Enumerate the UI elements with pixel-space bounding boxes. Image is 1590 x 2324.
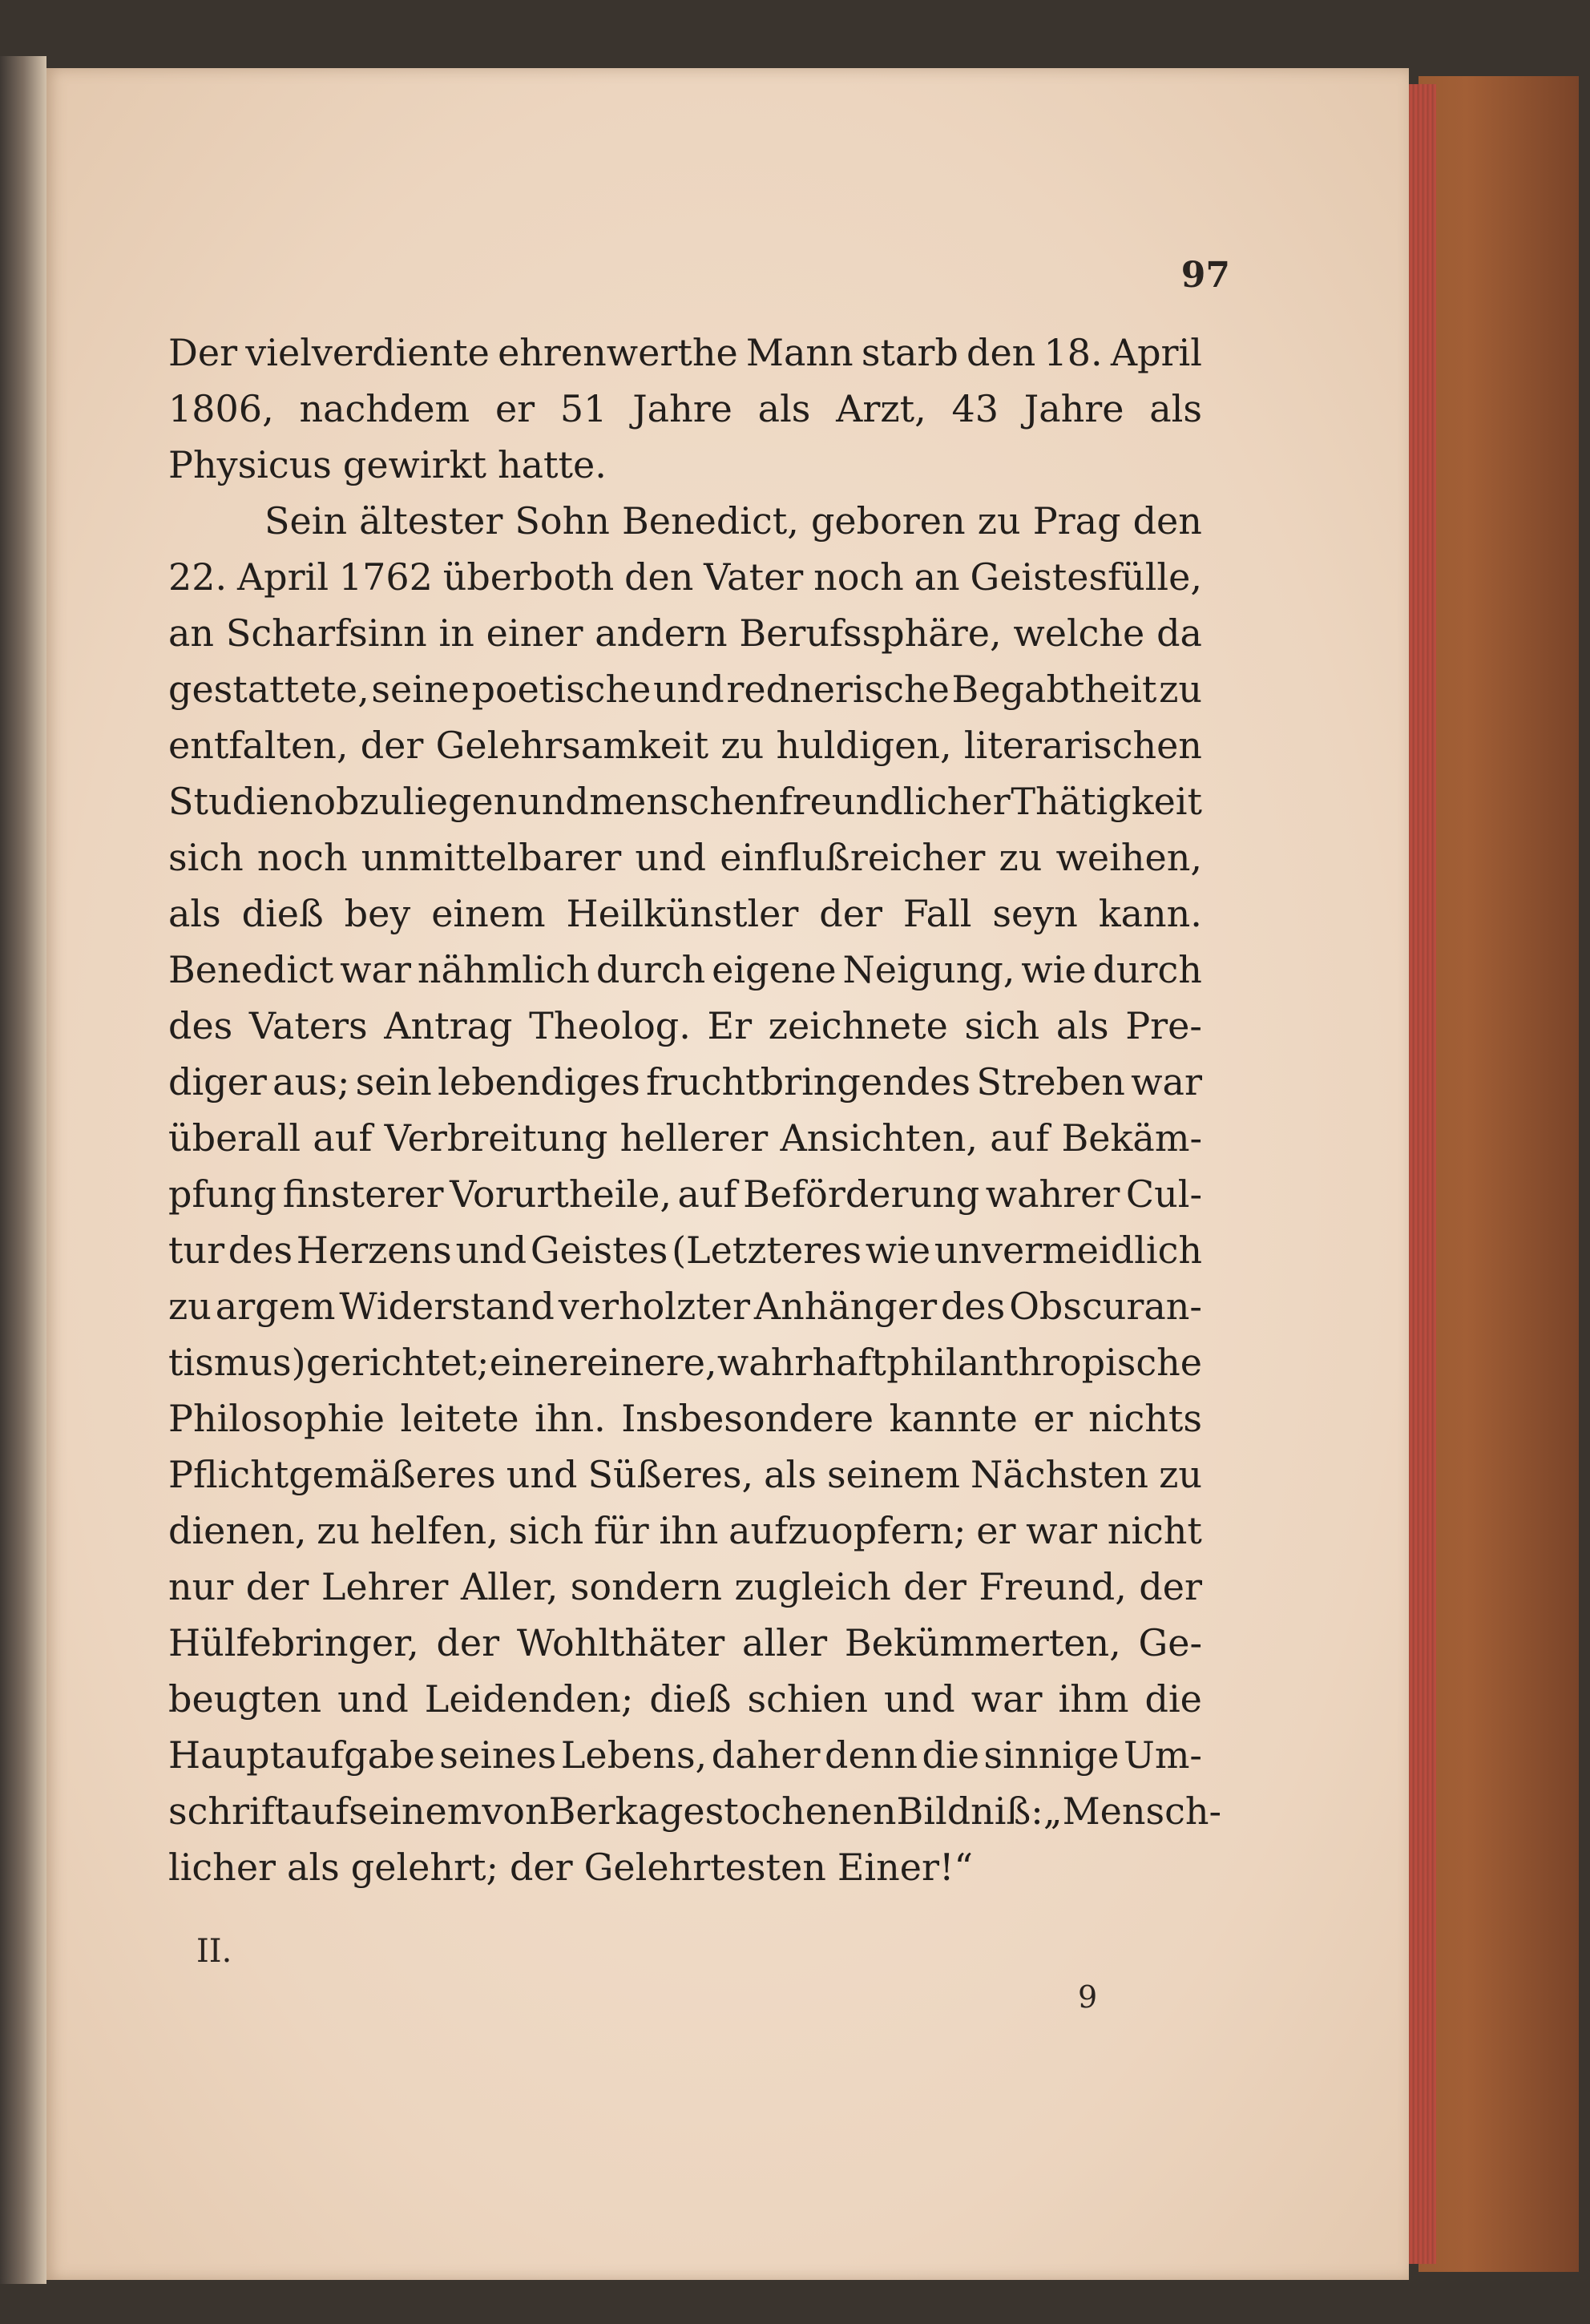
- text-word: Ansichten,: [780, 1116, 979, 1160]
- text-word: er: [494, 387, 535, 430]
- text-word: nachdem: [299, 387, 470, 430]
- text-line: [168, 1278, 1202, 1334]
- text-word: gerichtet;: [305, 1341, 490, 1384]
- text-word: Pflichtgemäßeres: [168, 1453, 496, 1496]
- text-word: Geistes: [530, 1229, 668, 1272]
- text-word: dieß: [649, 1677, 732, 1721]
- text-line: [168, 1727, 1202, 1783]
- text-word: an: [914, 555, 960, 599]
- text-word: seines: [439, 1733, 557, 1777]
- text-word: war: [340, 948, 411, 991]
- text-word: Verbreitung: [384, 1116, 608, 1160]
- text-line: [168, 1839, 1202, 1895]
- text-word: und: [506, 1453, 578, 1496]
- text-line: [168, 437, 1202, 493]
- page-stack-edge: [1404, 84, 1436, 2264]
- text-word: Streben: [976, 1060, 1125, 1103]
- text-word: Jahre: [632, 387, 732, 430]
- text-word: licher: [168, 1846, 276, 1889]
- text-word: Fall: [902, 892, 972, 935]
- text-word: sondern: [570, 1565, 722, 1608]
- text-word: Obscuran-: [1009, 1285, 1202, 1328]
- text-word: dienen,: [168, 1509, 307, 1552]
- text-word: unmittelbarer: [361, 836, 622, 879]
- signature-mark: II.: [196, 1933, 232, 1970]
- text-word: obzuliegen: [313, 780, 518, 823]
- text-line: [168, 1390, 1202, 1446]
- text-word: tismus): [168, 1341, 306, 1384]
- text-word: einflußreicher: [720, 836, 986, 879]
- text-word: überboth: [442, 555, 615, 599]
- text-word: des: [168, 1004, 233, 1047]
- text-word: eine: [489, 1341, 569, 1384]
- text-word: poetische: [471, 668, 652, 711]
- text-word: Vorurtheile,: [450, 1172, 672, 1216]
- text-word: Vaters: [248, 1004, 368, 1047]
- text-word: Bekümmerten,: [844, 1621, 1121, 1664]
- book-cover-edge: [1418, 76, 1579, 2272]
- text-word: zu: [720, 724, 765, 767]
- text-word: Sohn: [515, 499, 610, 543]
- text-word: auf: [990, 1116, 1050, 1160]
- text-word: schien: [747, 1677, 869, 1721]
- text-word: Neigung,: [842, 948, 1015, 991]
- text-word: tur: [168, 1229, 225, 1272]
- text-word: April: [1110, 331, 1202, 374]
- text-word: ihm: [1058, 1677, 1129, 1721]
- text-word: einer: [486, 611, 583, 655]
- text-word: kannte: [889, 1397, 1018, 1440]
- text-word: Herzens: [296, 1229, 452, 1272]
- text-word: pfung: [168, 1172, 277, 1216]
- text-word: auf: [289, 1789, 349, 1833]
- text-word: Arzt,: [836, 387, 926, 430]
- text-word: reinere,: [568, 1341, 717, 1384]
- text-line: [168, 1222, 1202, 1278]
- text-line: [168, 886, 1202, 942]
- text-word: Berka: [548, 1789, 660, 1833]
- text-word: des: [228, 1229, 293, 1272]
- sheet-number: 9: [1078, 1979, 1098, 2015]
- text-word: Der: [168, 331, 238, 374]
- text-word: von: [482, 1789, 549, 1833]
- text-word: da: [1156, 611, 1202, 655]
- text-word: fruchtbringendes: [646, 1060, 971, 1103]
- text-word: Jahre: [1023, 387, 1124, 430]
- text-word: Vater: [704, 555, 804, 599]
- text-word: 18.: [1043, 331, 1103, 374]
- text-word: durch: [595, 948, 706, 991]
- text-word: zu: [1159, 1453, 1202, 1496]
- text-word: finsterer: [282, 1172, 444, 1216]
- text-word: für: [594, 1509, 649, 1552]
- text-word: Hauptaufgabe: [168, 1733, 435, 1777]
- text-word: zu: [999, 836, 1043, 879]
- text-word: als: [764, 1453, 817, 1496]
- text-word: sich: [964, 1004, 1040, 1047]
- text-word: Um-: [1124, 1733, 1202, 1777]
- text-line: [168, 773, 1202, 829]
- text-word: und: [455, 1229, 527, 1272]
- text-word: zu: [977, 499, 1021, 543]
- text-line: [168, 717, 1202, 773]
- text-word: zu: [168, 1285, 212, 1328]
- text-word: 1806,: [168, 387, 274, 430]
- text-word: der: [245, 1565, 309, 1608]
- text-line: [168, 381, 1202, 437]
- text-word: geboren: [810, 499, 966, 543]
- text-word: der: [360, 724, 424, 767]
- text-word: gestattete,: [168, 668, 369, 711]
- text-word: (Letzteres: [672, 1229, 862, 1272]
- text-word: sein: [355, 1060, 432, 1103]
- text-word: 43: [951, 387, 999, 430]
- text-word: lebendiges: [438, 1060, 640, 1103]
- text-word: Bekäm-: [1061, 1116, 1202, 1160]
- text-word: 1762: [338, 555, 433, 599]
- text-word: und: [337, 1677, 409, 1721]
- text-word: Begabtheit: [951, 668, 1157, 711]
- text-word: Ge-: [1138, 1621, 1202, 1664]
- text-word: seyn: [992, 892, 1078, 935]
- text-word: Thätigkeit: [1011, 780, 1202, 823]
- text-word: Bildniß:: [896, 1789, 1043, 1833]
- text-word: den: [967, 331, 1036, 374]
- text-word: Heilkünstler: [566, 892, 799, 935]
- text-word: an: [168, 611, 215, 655]
- text-word: Anhänger: [753, 1285, 938, 1328]
- text-word: literarischen: [963, 724, 1202, 767]
- text-word: aller: [742, 1621, 828, 1664]
- text-word: den: [1132, 499, 1202, 543]
- text-word: wie: [1021, 948, 1087, 991]
- text-word: zugleich: [734, 1565, 891, 1608]
- text-word: leitete: [400, 1397, 519, 1440]
- text-word: Benedict,: [621, 499, 799, 543]
- text-word: Widerstand: [339, 1285, 555, 1328]
- text-word: kann.: [1098, 892, 1202, 935]
- text-word: ihn: [659, 1509, 719, 1552]
- text-word: seine: [371, 668, 470, 711]
- text-word: Hülfebringer,: [168, 1621, 419, 1664]
- text-word: und: [517, 780, 589, 823]
- text-word: Geistesfülle,: [970, 555, 1202, 599]
- text-line: [168, 1615, 1202, 1671]
- text-word: sich: [508, 1509, 584, 1552]
- text-word: vielverdiente: [245, 331, 490, 374]
- text-word: Cul-: [1125, 1172, 1202, 1216]
- text-word: daher: [711, 1733, 821, 1777]
- text-word: Berufssphäre,: [739, 611, 1002, 655]
- text-word: zu: [317, 1509, 361, 1552]
- text-word: Benedict: [168, 948, 334, 991]
- page-number: 97: [1180, 255, 1230, 296]
- text-line: [168, 1334, 1202, 1390]
- text-word: zeichnete: [768, 1004, 948, 1047]
- text-word: 22.: [168, 555, 228, 599]
- text-word: er: [976, 1509, 1016, 1552]
- text-word: Insbesondere: [621, 1397, 874, 1440]
- text-word: helfen,: [369, 1509, 498, 1552]
- text-word: die: [922, 1733, 979, 1777]
- text-word: und: [635, 836, 707, 879]
- text-word: überall: [168, 1116, 301, 1160]
- text-word: Pre-: [1125, 1004, 1202, 1047]
- text-line: [168, 998, 1202, 1054]
- text-word: denn: [825, 1733, 918, 1777]
- text-line: [168, 1783, 1222, 1839]
- text-line: [168, 605, 1202, 661]
- text-word: noch: [813, 555, 904, 599]
- text-line: [168, 549, 1202, 605]
- text-word: er: [1033, 1397, 1073, 1440]
- text-word: welche: [1013, 611, 1145, 655]
- text-word: Er: [707, 1004, 753, 1047]
- text-word: noch: [256, 836, 348, 879]
- text-word: sich: [168, 836, 244, 879]
- text-word: als: [1055, 1004, 1109, 1047]
- text-line: [168, 942, 1202, 998]
- text-line: [168, 1671, 1202, 1727]
- facing-page-edge: [0, 56, 46, 2284]
- text-line: [168, 829, 1202, 886]
- text-word: zu: [1159, 668, 1202, 711]
- text-word: nicht: [1107, 1509, 1202, 1552]
- text-word: Einer!“: [837, 1846, 973, 1889]
- text-word: eigene: [712, 948, 837, 991]
- text-word: sinnige: [983, 1733, 1120, 1777]
- text-word: der: [509, 1846, 573, 1889]
- text-word: seinem: [349, 1789, 482, 1833]
- text-word: verholzter: [558, 1285, 750, 1328]
- text-word: diger: [168, 1060, 267, 1103]
- text-word: Gelehrtesten: [583, 1846, 826, 1889]
- text-line: [168, 661, 1202, 717]
- text-line: [168, 1559, 1202, 1615]
- text-word: andern: [595, 611, 728, 655]
- text-word: 51: [559, 387, 607, 430]
- text-word: hatte.: [498, 443, 607, 486]
- text-word: unvermeidlich: [934, 1229, 1202, 1272]
- text-word: als: [168, 892, 221, 935]
- text-word: menschenfreundlicher: [589, 780, 1011, 823]
- text-word: Nächsten: [971, 1453, 1149, 1496]
- text-word: der: [819, 892, 882, 935]
- text-word: argem: [215, 1285, 336, 1328]
- text-word: dieß: [241, 892, 324, 935]
- text-word: Wohlthäter: [516, 1621, 725, 1664]
- text-line: [168, 1503, 1202, 1559]
- text-word: Mann: [745, 331, 854, 374]
- text-word: als: [287, 1846, 340, 1889]
- text-line: [168, 1166, 1202, 1222]
- text-word: ältester: [359, 499, 503, 543]
- text-word: wahrhaft: [716, 1341, 886, 1384]
- text-word: aus;: [272, 1060, 350, 1103]
- text-word: „Mensch-: [1043, 1789, 1222, 1833]
- text-word: bey: [344, 892, 411, 935]
- text-word: Freund,: [979, 1565, 1127, 1608]
- text-line: [168, 325, 1202, 381]
- text-word: ehrenwerthe: [498, 331, 738, 374]
- text-word: nähmlich: [417, 948, 590, 991]
- text-word: und: [884, 1677, 955, 1721]
- text-word: schrift: [168, 1789, 290, 1833]
- text-line: [168, 1110, 1202, 1166]
- text-word: Scharfsinn: [225, 611, 427, 655]
- text-word: war: [1131, 1060, 1202, 1103]
- text-word: gestochenen: [659, 1789, 897, 1833]
- text-word: als: [757, 387, 811, 430]
- text-word: weihen,: [1055, 836, 1202, 879]
- text-word: starb: [861, 331, 958, 374]
- text-word: Gelehrsamkeit: [435, 724, 709, 767]
- text-word: und: [653, 668, 724, 711]
- text-line: [168, 493, 1202, 549]
- text-word: beugten: [168, 1677, 322, 1721]
- text-word: nichts: [1088, 1397, 1202, 1440]
- text-word: seinem: [826, 1453, 960, 1496]
- text-word: war: [1026, 1509, 1097, 1552]
- text-word: war: [971, 1677, 1043, 1721]
- text-word: Theolog.: [529, 1004, 691, 1047]
- text-line: [168, 1054, 1202, 1110]
- text-word: nur: [168, 1565, 234, 1608]
- text-word: der: [436, 1621, 500, 1664]
- text-word: huldigen,: [776, 724, 952, 767]
- text-word: einem: [431, 892, 546, 935]
- text-word: der: [1139, 1565, 1202, 1608]
- text-word: gewirkt: [342, 443, 486, 486]
- text-word: in: [438, 611, 474, 655]
- text-word: April: [236, 555, 329, 599]
- text-word: der: [903, 1565, 967, 1608]
- text-word: Sein: [264, 499, 348, 543]
- text-word: durch: [1092, 948, 1202, 991]
- text-word: Lebens,: [560, 1733, 708, 1777]
- text-word: auf: [313, 1116, 373, 1160]
- text-word: auf: [677, 1172, 737, 1216]
- text-word: Studien: [168, 780, 313, 823]
- text-word: Prag: [1032, 499, 1121, 543]
- text-word: Beförderung: [743, 1172, 980, 1216]
- text-word: den: [624, 555, 694, 599]
- text-word: wahrer: [985, 1172, 1120, 1216]
- text-word: hellerer: [619, 1116, 769, 1160]
- text-word: Physicus: [168, 443, 332, 486]
- text-word: Lehrer: [321, 1565, 449, 1608]
- text-word: rednerische: [726, 668, 950, 711]
- text-word: Philosophie: [168, 1397, 385, 1440]
- text-word: Süßeres,: [587, 1453, 754, 1496]
- text-word: als: [1149, 387, 1202, 430]
- text-word: wie: [865, 1229, 931, 1272]
- text-word: philanthropische: [886, 1341, 1202, 1384]
- text-word: Leidenden;: [424, 1677, 634, 1721]
- text-word: ihn.: [535, 1397, 606, 1440]
- body-text: [168, 325, 1222, 1895]
- text-line: [168, 1446, 1202, 1503]
- text-word: des: [940, 1285, 1006, 1328]
- text-word: entfalten,: [168, 724, 349, 767]
- text-word: gelehrt;: [350, 1846, 498, 1889]
- text-word: Antrag: [384, 1004, 513, 1047]
- text-word: aufzuopfern;: [728, 1509, 967, 1552]
- text-word: die: [1144, 1677, 1202, 1721]
- text-word: Aller,: [460, 1565, 559, 1608]
